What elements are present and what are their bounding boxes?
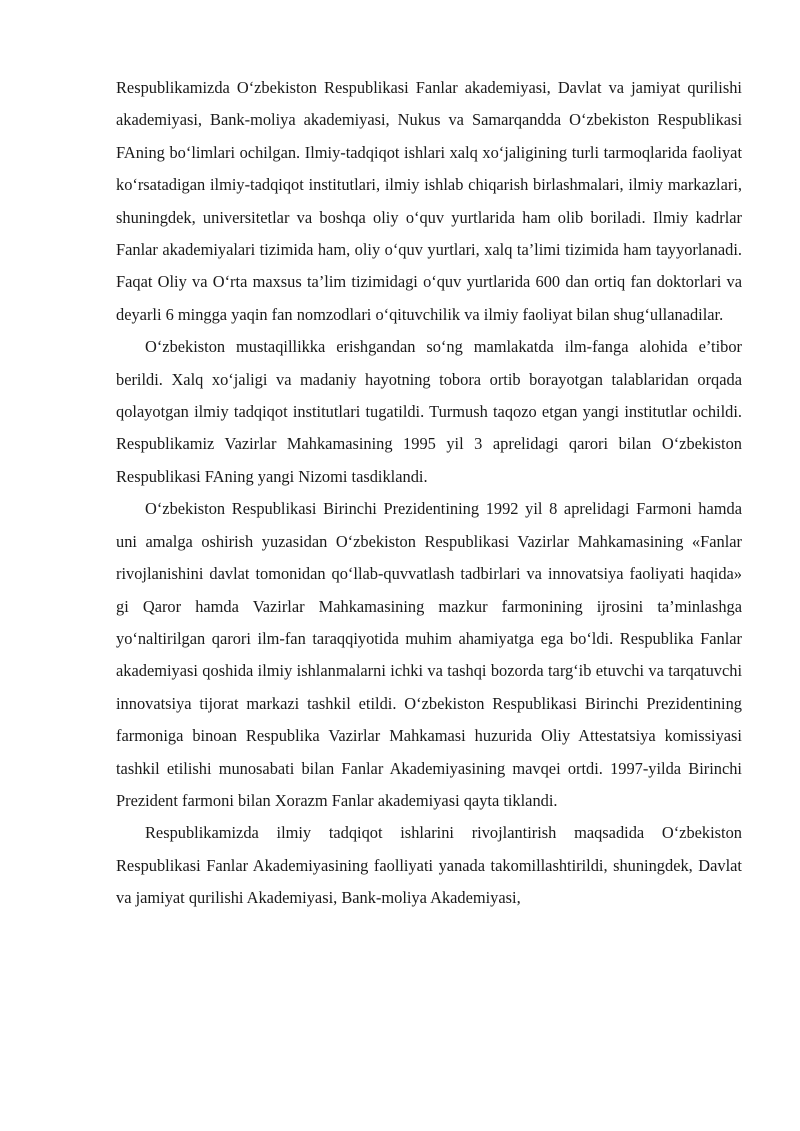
paragraph-3: O‘zbekiston Respublikasi Birinchi Prezidentining 1992 yil 8 aprelidagi Farmoni hamda uni amalga oshirish yuzasidan O‘zbekiston Respublikasi Vazirlar Mahkamasining «Fanlar rivojlanishini davlat tomonidan qo‘llab-quvvatlash tadbirlari va innovatsiya faoliyati haqida» gi Qaror hamda Vazirlar Mahkamasining mazkur farmonining ijrosini ta’minlashga yo‘naltirilgan qarori ilm-fan taraqqiyotida muhim ahamiyatga ega bo‘ldi. Respublika Fanlar akademiyasi qoshida ilmiy ishlanmalarni ichki va tashqi bozorda targ‘ib etuvchi va tarqatuvchi innovatsiya tijorat markazi tashkil etildi. O‘zbekiston Respublikasi Birinchi Prezidentining farmoniga binoan Respublika Vazirlar Mahkamasi huzurida Oliy Attestatsiya komissiyasi tashkil etilishi munosabati bilan Fanlar Akademiyasining mavqei ortdi. 1997-yilda Birinchi Prezident farmoni bilan Xorazm Fanlar akademiyasi qayta tiklandi. [116,499,742,810]
paragraph-4: Respublikamizda ilmiy tadqiqot ishlarini rivojlantirish maqsadida O‘zbekiston Respublikasi Fanlar Akademiyasining faolliyati yanada takomillashtirildi, shuningdek, Davlat va jamiyat qurilishi Akademiyasi, Bank-moliya Akademiyasi, [116,823,742,908]
body-text [116,72,742,915]
paragraph-1: Respublikamizda O‘zbekiston Respublikasi Fanlar akademiyasi, Davlat va jamiyat qurilishi akademiyasi, Bank-moliya akademiyasi, Nukus va Samarqandda O‘zbekiston Respublikasi FAning bo‘limlari ochilgan. Ilmiy-tadqiqot ishlari xalq xo‘jaligining turli tarmoqlarida faoliyat ko‘rsatadigan ilmiy-tadqiqot institutlari, ilmiy ishlab chiqarish birlashmalari, ilmiy markazlari, shuningdek, universitetlar va boshqa oliy o‘quv yurtlarida ham olib boriladi. Ilmiy kadrlar Fanlar akademiyalari tizimida ham, oliy o‘quv yurtlari, xalq ta’limi tizimida ham tayyorlanadi. Faqat Oliy va O‘rta maxsus ta’lim tizimidagi o‘quv yurtlarida 600 dan ortiq fan doktorlari va deyarli 6 mingga yaqin fan nomzodlari o‘qituvchilik va ilmiy faoliyat bilan shug‘ullanadilar. [116,78,742,324]
paragraph-2: O‘zbekiston mustaqillikka erishgandan so‘ng mamlakatda ilm-fanga alohida e’tibor berildi. Xalq xo‘jaligi va madaniy hayotning tobora ortib borayotgan talablaridan orqada qolayotgan ilmiy tadqiqot institutlari tugatildi. Turmush taqozo etgan yangi institutlar ochildi. Respublikamiz Vazirlar Mahkamasining 1995 yil 3 aprelidagi qarori bilan O‘zbekiston Respublikasi FAning yangi Nizomi tasdiklandi. [116,337,742,486]
